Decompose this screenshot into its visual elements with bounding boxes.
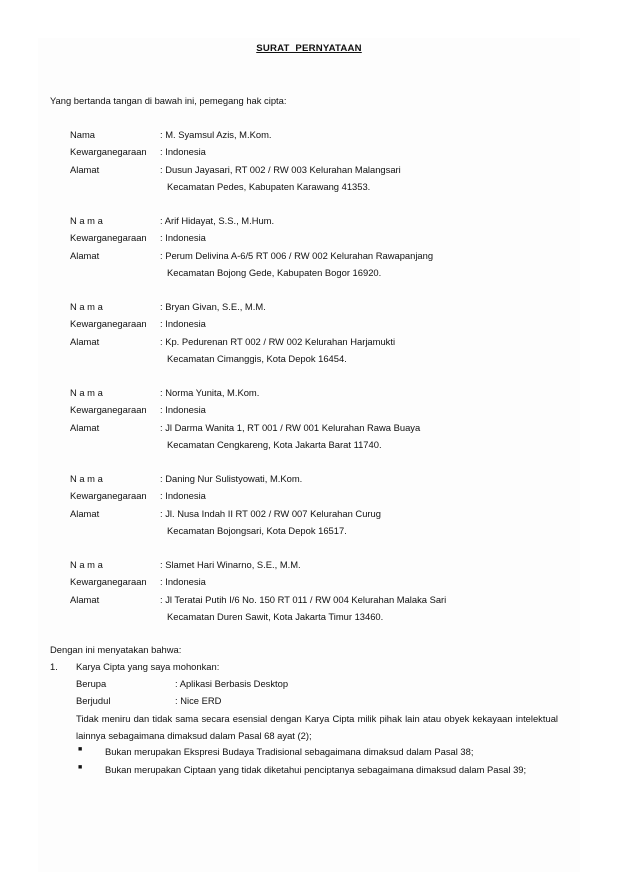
- item-title: Karya Cipta yang saya mohonkan:: [76, 661, 220, 672]
- label-alamat: Alamat: [70, 507, 100, 519]
- label-nama: Nama: [70, 215, 106, 226]
- value-alamat-line2: Kecamatan Bojong Gede, Kabupaten Bogor 16920.: [167, 267, 382, 279]
- label-alamat: Alamat: [70, 593, 100, 605]
- value-nama: : Bryan Givan, S.E., M.M.: [160, 301, 266, 312]
- berupa-value: : Aplikasi Berbasis Desktop: [175, 678, 289, 689]
- holder-block-4: [70, 384, 570, 454]
- holder-block-2: [70, 212, 570, 282]
- value-alamat-line2: Kecamatan Pedes, Kabupaten Karawang 41353.: [167, 181, 371, 193]
- holder-block-5: [70, 470, 570, 540]
- value-kewarganegaraan: : Indonesia: [160, 576, 206, 588]
- value-nama: : Norma Yunita, M.Kom.: [160, 387, 260, 398]
- statement-intro: Dengan ini menyatakan bahwa:: [50, 644, 182, 655]
- label-kewarganegaraan: Kewarganegaraan: [70, 490, 147, 502]
- document-title: SURAT PERNYATAAN: [256, 43, 362, 54]
- label-kewarganegaraan: Kewarganegaraan: [70, 232, 147, 244]
- bullet-icon: ■: [78, 746, 83, 753]
- value-nama: : Daning Nur Sulistyowati, M.Kom.: [160, 473, 303, 484]
- value-kewarganegaraan: : Indonesia: [160, 232, 206, 244]
- bullet-text: Bukan merupakan Ciptaan yang tidak diketahui penciptanya sebagaimana dimaksud dalam Pasal 39;: [105, 764, 527, 775]
- bullet-icon: ■: [78, 764, 83, 771]
- label-nama: Nama: [70, 129, 96, 140]
- holder-block-1: [70, 126, 570, 196]
- label-nama: Nama: [70, 387, 106, 398]
- value-kewarganegaraan: : Indonesia: [160, 404, 206, 416]
- value-kewarganegaraan: : Indonesia: [160, 146, 206, 158]
- value-alamat-line2: Kecamatan Bojongsari, Kota Depok 16517.: [167, 525, 347, 537]
- label-kewarganegaraan: Kewarganegaraan: [70, 146, 147, 158]
- holder-block-6: [70, 556, 570, 626]
- label-alamat: Alamat: [70, 335, 100, 347]
- label-kewarganegaraan: Kewarganegaraan: [70, 318, 147, 330]
- berupa-label: Berupa: [76, 678, 107, 689]
- berjudul-value: : Nice ERD: [175, 695, 222, 706]
- value-kewarganegaraan: : Indonesia: [160, 318, 206, 330]
- value-alamat-line1: : Jl. Nusa Indah II RT 002 / RW 007 Kelurahan Curug: [160, 507, 381, 519]
- berjudul-label: Berjudul: [76, 695, 111, 706]
- value-alamat-line2: Kecamatan Duren Sawit, Kota Jakarta Timur 13460.: [167, 611, 384, 623]
- document-page: [38, 38, 580, 872]
- value-kewarganegaraan: : Indonesia: [160, 490, 206, 502]
- value-alamat-line1: : Jl Darma Wanita 1, RT 001 / RW 001 Kelurahan Rawa Buaya: [160, 421, 421, 433]
- holder-block-3: [70, 298, 570, 368]
- label-alamat: Alamat: [70, 421, 100, 433]
- label-nama: Nama: [70, 301, 106, 312]
- value-nama: : Arif Hidayat, S.S., M.Hum.: [160, 215, 275, 226]
- item-number: 1.: [50, 661, 58, 672]
- label-alamat: Alamat: [70, 249, 100, 261]
- intro-text: Yang bertanda tangan di bawah ini, pemegang hak cipta:: [50, 95, 287, 106]
- value-alamat-line2: Kecamatan Cimanggis, Kota Depok 16454.: [167, 353, 347, 365]
- value-alamat-line2: Kecamatan Cengkareng, Kota Jakarta Barat 11740.: [167, 439, 382, 451]
- label-nama: Nama: [70, 473, 106, 484]
- originality-paragraph: Tidak meniru dan tidak sama secara esensial dengan Karya Cipta milik pihak lain atau obyek kekayaan intelektual lainnya sebagaimana dimaksud dalam Pasal 68 ayat (2);: [76, 713, 558, 742]
- label-alamat: Alamat: [70, 163, 100, 175]
- label-nama: Nama: [70, 559, 106, 570]
- label-kewarganegaraan: Kewarganegaraan: [70, 576, 147, 588]
- label-kewarganegaraan: Kewarganegaraan: [70, 404, 147, 416]
- bullet-text: Bukan merupakan Ekspresi Budaya Tradisional sebagaimana dimaksud dalam Pasal 38;: [105, 746, 474, 757]
- value-alamat-line1: : Dusun Jayasari, RT 002 / RW 003 Kelurahan Malangsari: [160, 163, 401, 175]
- value-alamat-line1: : Kp. Pedurenan RT 002 / RW 002 Kelurahan Harjamukti: [160, 335, 396, 347]
- value-nama: : Slamet Hari Winarno, S.E., M.M.: [160, 559, 301, 570]
- value-nama: : M. Syamsul Azis, M.Kom.: [160, 129, 272, 140]
- value-alamat-line1: : Jl Teratai Putih I/6 No. 150 RT 011 / RW 004 Kelurahan Malaka Sari: [160, 593, 447, 605]
- value-alamat-line1: : Perum Delivina A-6/5 RT 006 / RW 002 Kelurahan Rawapanjang: [160, 249, 434, 261]
